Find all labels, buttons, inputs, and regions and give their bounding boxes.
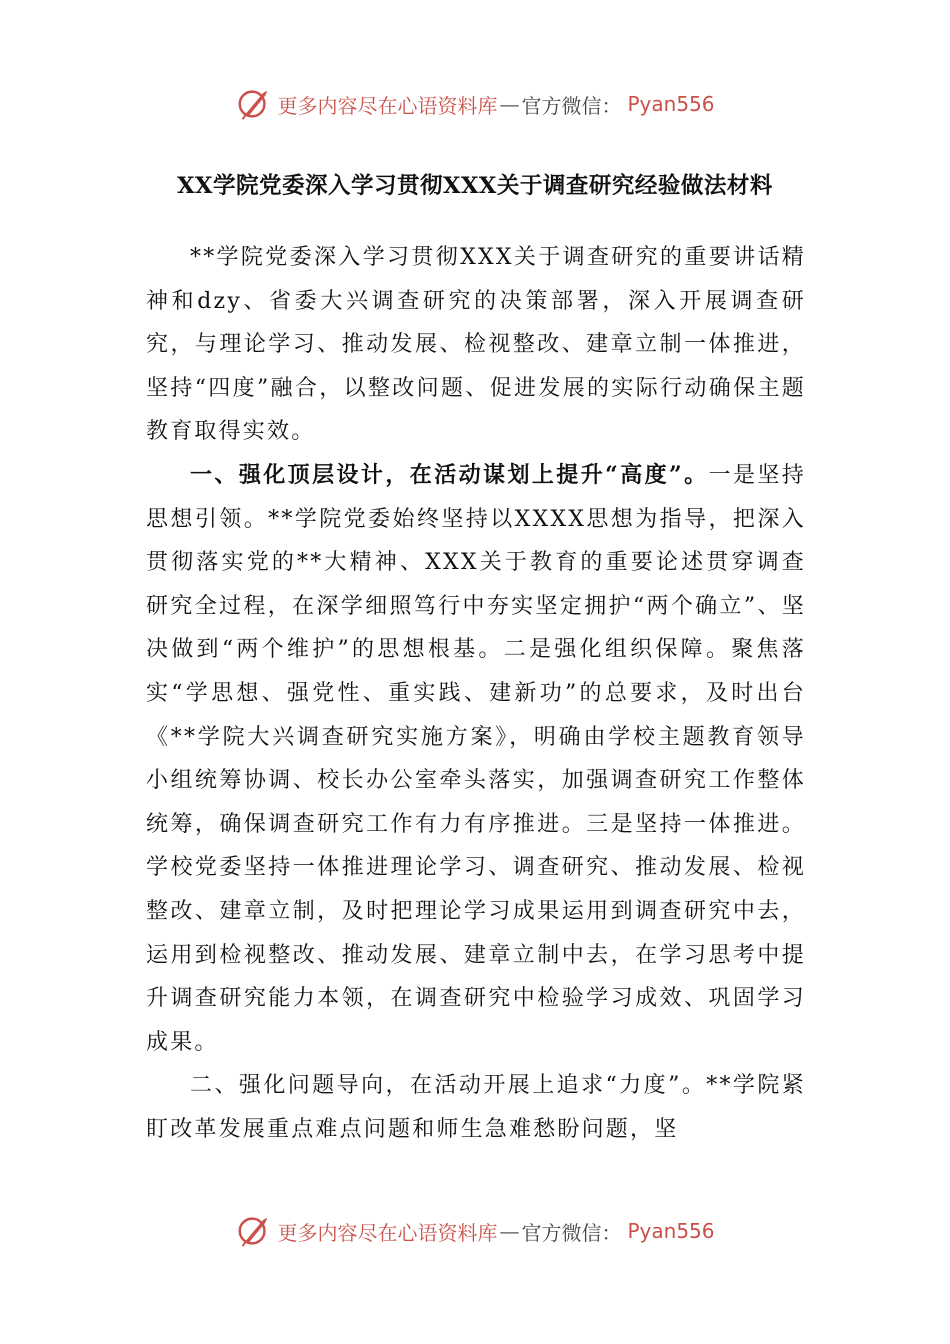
footer-banner <box>0 1211 950 1251</box>
banner-wechat-label: 官方微信： <box>521 1220 622 1245</box>
document-body <box>146 236 806 1151</box>
quill-pen-logo-icon <box>235 1212 273 1250</box>
paragraph-section-2 <box>146 1064 806 1151</box>
banner-text: 更多内容尽在心语资料库 <box>277 93 498 118</box>
paragraph-text: **学院党委深入学习贯彻XXX关于调查研究的重要讲话精神和dzy、省委大兴调查研究的决策部署，深入开展调查研究，与理论学习、推动发展、检视整改、建章立制一体推进，坚持“四度”融合，以整改问题、促进发展的实际行动确保主题教育取得实效。 <box>146 245 806 445</box>
paragraph-text: 一是坚持思想引领。**学院党委始终坚持以XXXX思想为指导，把深入贯彻落实党的**大精神、XXX关于教育的重要论述贯穿调查研究全过程，在深学细照笃行中夯实坚定拥护“两个确立”、坚决做到“两个维护”的思想根基。二是强化组织保障。聚焦落实“学思想、强党性、重实践、建新功”的总要求，及时出台《**学院大兴调查研究实施方案》，明确由学校主题教育领导小组统筹协调、校长办公室牵头落实，加强调查研究工作整体统筹，确保调查研究工作有力有序推进。三是坚持一体推进。学校党委坚持一体推进理论学习、调查研究、推动发展、检视整改、建章立制，及时把理论学习成果运用到调查研究中去，运用到检视整改、推动发展、建章立制中去，在学习思考中提升调查研究能力本领，在调查研究中检验学习成效、巩固学习成果。 <box>146 462 806 1055</box>
banner-wechat-id: Pyan556 <box>627 92 715 116</box>
banner-text: 更多内容尽在心语资料库 <box>277 1220 498 1245</box>
paragraph-text: 二、强化问题导向，在活动开展上追求“力度”。**学院紧盯改革发展重点难点问题和师生急难愁盼问题，坚 <box>146 1073 806 1142</box>
header-banner <box>0 84 950 124</box>
banner-dash: — <box>499 1219 520 1243</box>
banner-wechat-label: 官方微信： <box>521 93 622 118</box>
quill-pen-logo-icon <box>235 85 273 123</box>
paragraph-section-1 <box>146 454 806 1064</box>
banner-dash: — <box>499 92 520 116</box>
document-title: XX学院党委深入学习贯彻XXX关于调查研究经验做法材料 <box>177 173 773 199</box>
paragraph-intro <box>146 236 806 454</box>
paragraph-heading: 一、强化顶层设计，在活动谋划上提升“高度”。 <box>190 461 709 488</box>
banner-wechat-id: Pyan556 <box>627 1219 715 1243</box>
